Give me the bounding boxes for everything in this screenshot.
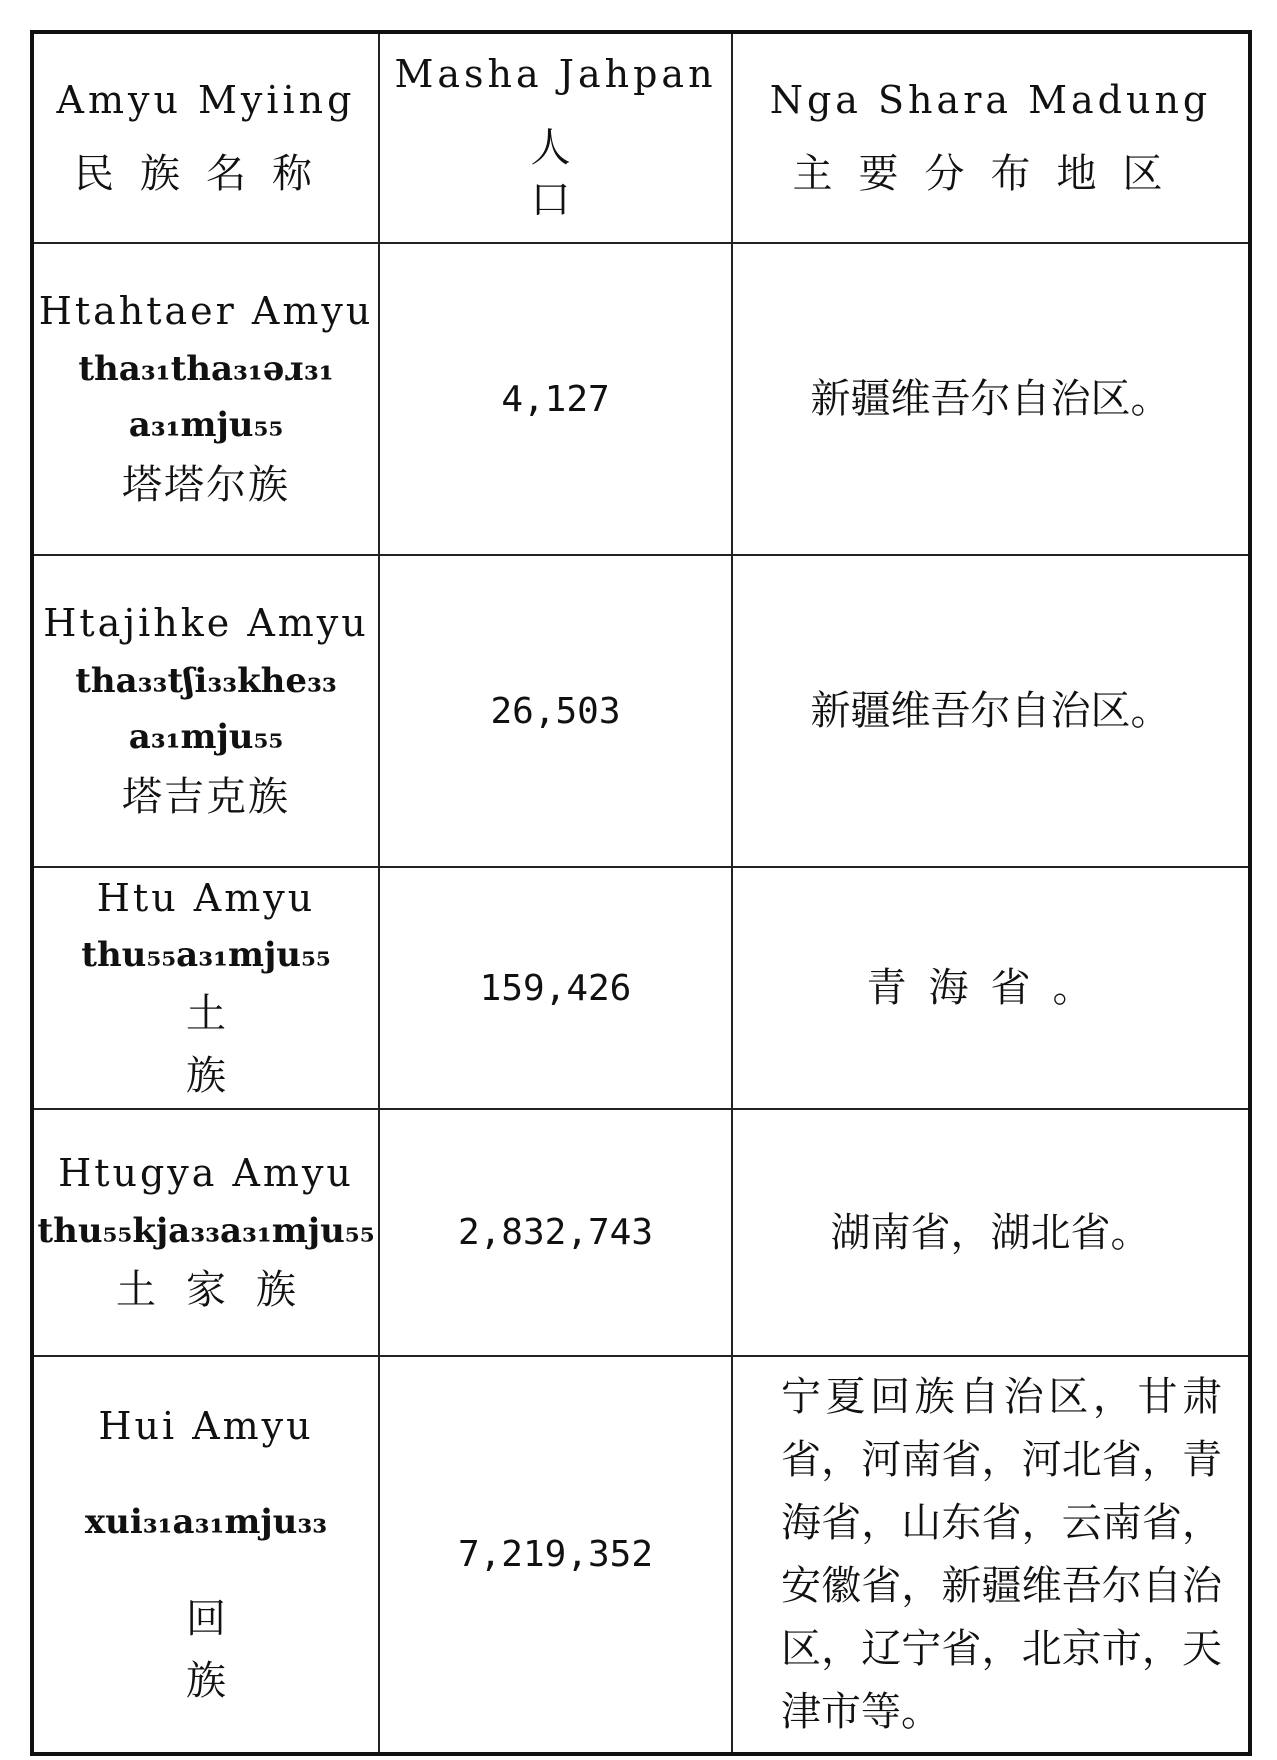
table-row — [32, 555, 1250, 867]
ethnic-name-zh: 塔塔尔族 — [122, 461, 290, 508]
header-population-zh: 人口 — [530, 124, 691, 223]
ethnic-name-ipa-suffix: a₃₁mju₅₅ — [128, 405, 284, 446]
region-cell: 新疆维吾尔自治区。 — [732, 555, 1250, 867]
ethnic-groups-table — [30, 30, 1252, 1756]
ethnic-name-en: Htu Amyu — [96, 875, 316, 920]
ethnic-name-zh: 塔吉克族 — [122, 773, 290, 820]
region-cell: 新疆维吾尔自治区。 — [732, 243, 1250, 555]
region-cell: 湖南省，湖北省。 — [732, 1109, 1250, 1356]
table-row — [32, 867, 1250, 1109]
ethnic-name-ipa-suffix: a₃₁mju₅₅ — [128, 717, 284, 758]
header-ethnic-name-en: Amyu Myiing — [56, 78, 356, 123]
ethnic-name-en: Htugya Amyu — [58, 1151, 354, 1195]
population-cell: 2,832,743 — [379, 1109, 732, 1356]
table-row — [32, 1356, 1250, 1754]
ethnic-name-cell — [32, 555, 379, 867]
table-row — [32, 1109, 1250, 1356]
region-cell: 宁夏回族自治区，甘肃省，河南省，河北省，青海省，山东省，云南省，安徽省，新疆维吾尔自治区，辽宁省，北京市，天津市等。 — [732, 1356, 1250, 1754]
ethnic-name-cell — [32, 1109, 379, 1356]
population-cell: 26,503 — [379, 555, 732, 867]
ethnic-name-cell — [32, 243, 379, 555]
header-region-en: Nga Shara Madung — [769, 78, 1212, 123]
ethnic-name-ipa: tha₃₃tʃi₃₃khe₃₃ — [75, 661, 337, 702]
header-population-en: Masha Jahpan — [394, 52, 717, 97]
table-row — [32, 243, 1250, 555]
population-cell: 159,426 — [379, 867, 732, 1109]
ethnic-name-cell — [32, 867, 379, 1109]
header-ethnic-name-zh: 民族名称 — [74, 150, 338, 197]
ethnic-name-cell — [32, 1356, 379, 1754]
header-region-zh: 主要分布地区 — [792, 150, 1189, 197]
ethnic-name-ipa: thu₅₅a₃₁mju₅₅ — [81, 935, 331, 976]
ethnic-name-en: Htahtaer Amyu — [38, 289, 374, 334]
ethnic-name-zh: 回族 — [186, 1595, 316, 1704]
ethnic-name-ipa: thu₅₅kja₃₃a₃₁mju₅₅ — [37, 1210, 375, 1251]
ethnic-name-ipa: xui₃₁a₃₁mju₃₃ — [84, 1501, 328, 1542]
header-row — [32, 32, 1250, 243]
region-cell: 青海省。 — [732, 867, 1250, 1109]
header-ethnic-name — [32, 32, 379, 243]
population-cell: 4,127 — [379, 243, 732, 555]
ethnic-name-zh: 土族 — [186, 991, 316, 1100]
ethnic-name-ipa: tha₃₁tha₃₁əɹ₃₁ — [78, 349, 334, 390]
ethnic-name-en: Hui Amyu — [98, 1404, 314, 1448]
population-cell: 7,219,352 — [379, 1356, 732, 1754]
ethnic-name-en: Htajihke Amyu — [43, 601, 369, 646]
header-population — [379, 32, 732, 243]
header-region — [732, 32, 1250, 243]
ethnic-name-zh: 土家族 — [116, 1266, 326, 1313]
